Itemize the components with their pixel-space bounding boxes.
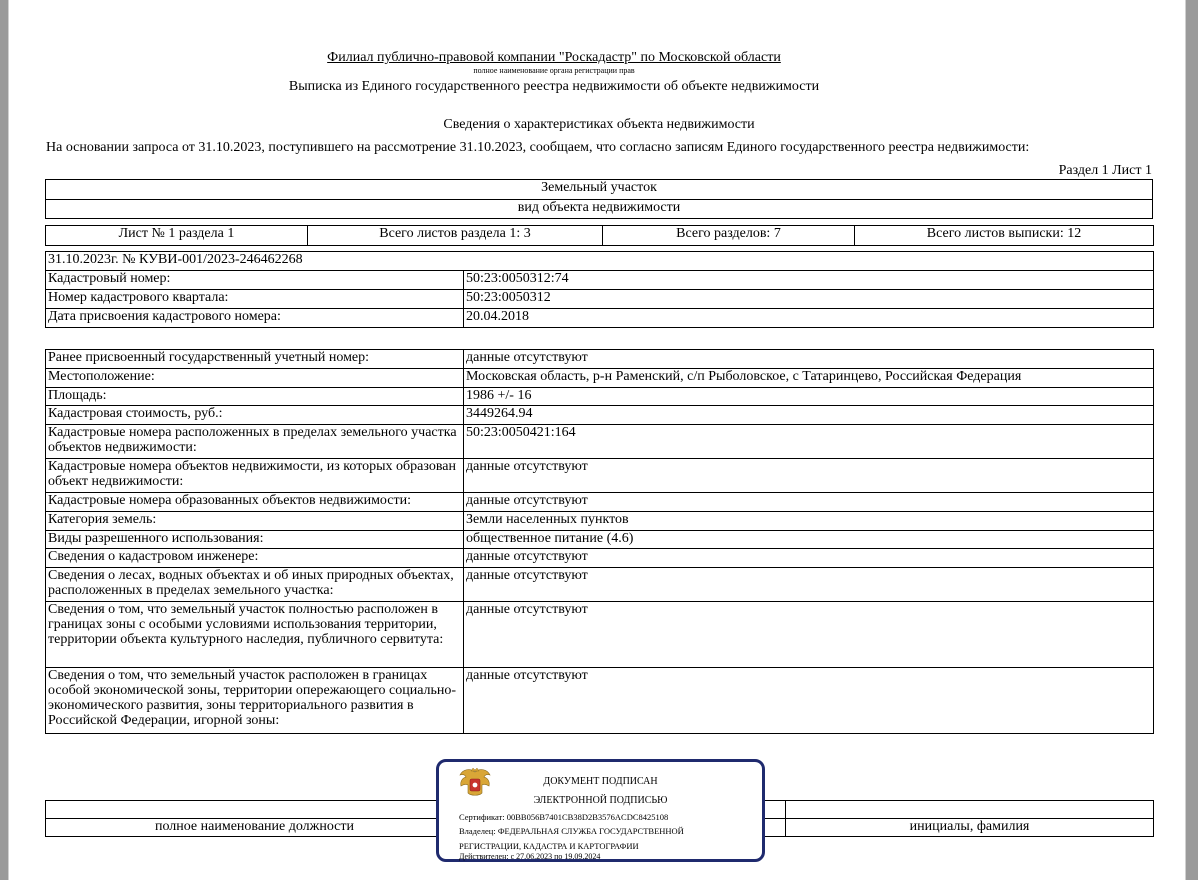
object-type-table	[45, 179, 1153, 219]
total-sheets-section: Всего листов раздела 1: 3	[308, 226, 603, 246]
details-table	[45, 349, 1154, 734]
record-number: 31.10.2023г. № КУВИ-001/2023-246462268	[46, 252, 1154, 271]
detail-value: Московская область, р-н Раменский, с/п Рыболовское, с Татаринцево, Российская Федерация	[464, 369, 1154, 388]
detail-label: Ранее присвоенный государственный учетный номер:	[46, 350, 464, 369]
total-sections: Всего разделов: 7	[603, 226, 855, 246]
doc-subtitle: Сведения о характеристиках объекта недвижимости	[443, 117, 755, 132]
record-table	[45, 251, 1154, 328]
record-label: Номер кадастрового квартала:	[46, 290, 464, 309]
stamp-line-2: ЭЛЕКТРОННОЙ ПОДПИСЬЮ	[533, 795, 668, 806]
stamp-line-1: ДОКУМЕНТ ПОДПИСАН	[543, 776, 658, 787]
detail-label: Кадастровая стоимость, руб.:	[46, 406, 464, 425]
record-value: 20.04.2018	[464, 309, 1154, 328]
sheet-number: Лист № 1 раздела 1	[46, 226, 308, 246]
section-sheet-label: Раздел 1 Лист 1	[1058, 163, 1152, 178]
object-type-caption: вид объекта недвижимости	[46, 200, 1153, 219]
detail-label: Категория земель:	[46, 512, 464, 531]
detail-value: 1986 +/- 16	[464, 388, 1154, 406]
detail-label: Кадастровые номера расположенных в пределах земельного участка объектов недвижимости:	[46, 425, 464, 459]
detail-label: Кадастровые номера образованных объектов недвижимости:	[46, 493, 464, 512]
detail-label: Сведения о лесах, водных объектах и об иных природных объектах, расположенных в пределах земельного участка:	[46, 568, 464, 602]
object-type: Земельный участок	[46, 180, 1153, 200]
stamp-owner: Владелец: ФЕДЕРАЛЬНАЯ СЛУЖБА ГОСУДАРСТВЕННОЙ	[459, 826, 684, 836]
stamp-validity: Действителен: с 27.06.2023 по 19.09.2024	[459, 852, 601, 861]
detail-value: данные отсутствуют	[464, 602, 1154, 668]
detail-label: Кадастровые номера объектов недвижимости, из которых образован объект недвижимости:	[46, 459, 464, 493]
org-name: Филиал публично-правовой компании "Роскадастр" по Московской области	[327, 50, 781, 65]
request-basis: На основании запроса от 31.10.2023, поступившего на рассмотрение 31.10.2023, сообщаем, что согласно записям Единого государственного реестра недвижимости:	[46, 140, 1030, 155]
detail-value: 50:23:0050421:164	[464, 425, 1154, 459]
position-caption: полное наименование должности	[46, 819, 464, 837]
detail-label: Сведения о том, что земельный участок полностью расположен в границах зоны с особыми условиями использования территории, территории объекта культурного наследия, публичного сервитута:	[46, 602, 464, 668]
detail-value: 3449264.94	[464, 406, 1154, 425]
detail-value: данные отсутствуют	[464, 493, 1154, 512]
org-caption: полное наименование органа регистрации прав	[473, 66, 635, 75]
stamp-certificate: Сертификат: 00BB056B7401CB38D2B3576ACDC8425108	[459, 812, 669, 822]
detail-label: Площадь:	[46, 388, 464, 406]
detail-value: данные отсутствуют	[464, 459, 1154, 493]
detail-value: данные отсутствуют	[464, 568, 1154, 602]
record-value: 50:23:0050312	[464, 290, 1154, 309]
record-label: Кадастровый номер:	[46, 271, 464, 290]
position-cell	[46, 801, 464, 819]
sheets-table	[45, 225, 1154, 246]
e-signature-stamp	[436, 759, 765, 862]
detail-label: Местоположение:	[46, 369, 464, 388]
detail-label: Сведения о том, что земельный участок расположен в границах особой экономической зоны, территории опережающего социально-экономического развития, зоны территориального развития в Российской Федерации, игорной зоны:	[46, 668, 464, 734]
detail-value: общественное питание (4.6)	[464, 531, 1154, 549]
detail-value: данные отсутствуют	[464, 350, 1154, 369]
name-cell	[786, 801, 1154, 819]
detail-label: Сведения о кадастровом инженере:	[46, 549, 464, 568]
stamp-owner-cont: РЕГИСТРАЦИИ, КАДАСТРА И КАРТОГРАФИИ	[459, 841, 639, 851]
detail-value: данные отсутствуют	[464, 668, 1154, 734]
record-label: Дата присвоения кадастрового номера:	[46, 309, 464, 328]
total-sheets: Всего листов выписки: 12	[855, 226, 1154, 246]
detail-value: Земли населенных пунктов	[464, 512, 1154, 531]
doc-title: Выписка из Единого государственного реестра недвижимости об объекте недвижимости	[288, 79, 820, 94]
detail-label: Виды разрешенного использования:	[46, 531, 464, 549]
detail-value: данные отсутствуют	[464, 549, 1154, 568]
name-caption: инициалы, фамилия	[786, 819, 1154, 837]
record-value: 50:23:0050312:74	[464, 271, 1154, 290]
